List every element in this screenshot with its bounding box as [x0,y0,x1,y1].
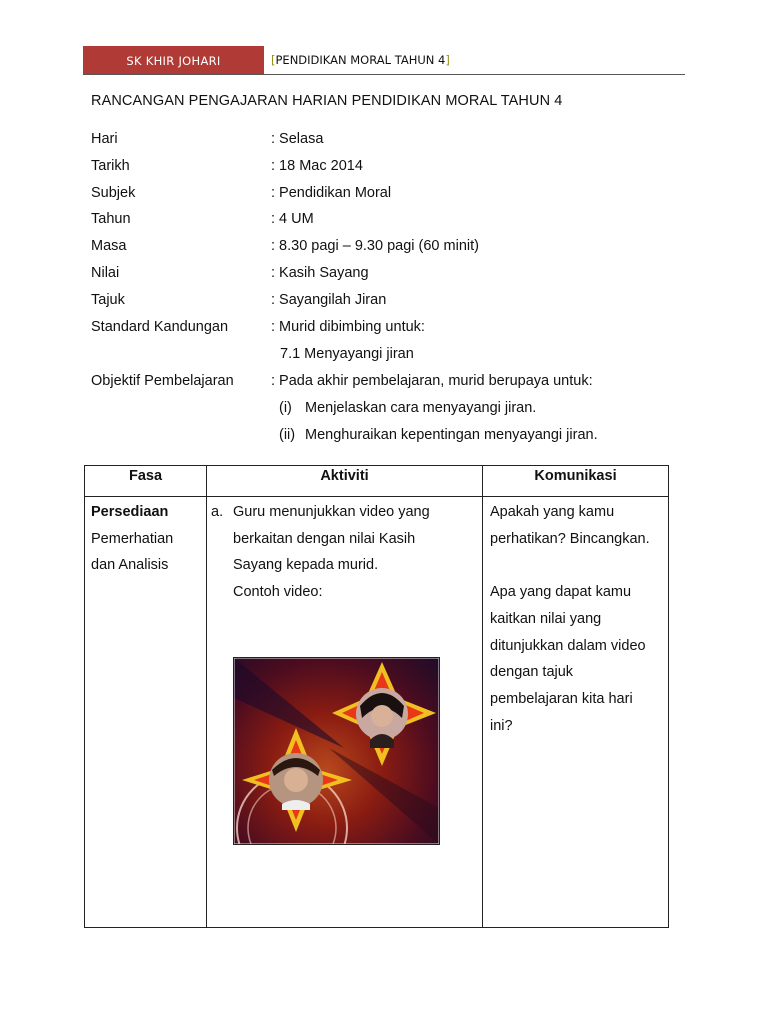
fasa-cell [85,497,207,928]
table-header-row [85,466,669,497]
lesson-table [84,465,669,928]
komunikasi-line: perhatikan? Bincangkan. [490,530,650,547]
standard-sub: 7.1 Menyayangi jiran [280,346,414,362]
meta-label: Nilai [91,265,120,281]
column-header-aktiviti: Aktiviti [207,466,483,497]
aktiviti-line: Contoh video: [233,584,323,601]
objective-text: Menjelaskan cara menyayangi jiran. [305,400,537,416]
meta-value: : Sayangilah Jiran [271,292,387,308]
fasa-line: Pemerhatian [91,530,174,547]
aktiviti-line: berkaitan dengan nilai Kasih [233,530,416,547]
objective-item [279,427,598,443]
column-header-komunikasi: Komunikasi [483,466,669,497]
objective-number: (i) [279,400,292,416]
document-title: RANCANGAN PENGAJARAN HARIAN PENDIDIKAN MORAL TAHUN 4 [91,93,563,109]
header-subject-text: PENDIDIKAN MORAL TAHUN 4 [275,53,446,67]
example-video-thumbnail[interactable] [233,657,440,845]
komunikasi-line: kaitkan nilai yang [490,610,602,627]
objective-number: (ii) [279,427,296,443]
bracket-close: ] [445,53,450,67]
meta-value: : 18 Mac 2014 [271,158,363,174]
table-row [85,497,669,928]
komunikasi-line: dengan tajuk [490,664,574,681]
meta-value: : Pendidikan Moral [271,185,392,201]
meta-value: : Murid dibimbing untuk: [271,319,425,335]
komunikasi-cell [483,497,669,928]
aktiviti-cell [207,497,483,928]
page-header [83,46,685,76]
meta-label: Masa [91,238,127,254]
fasa-phase: Persediaan [91,504,169,520]
aktiviti-line: Guru menunjukkan video yang [233,504,430,520]
meta-value: : Pada akhir pembelajaran, murid berupaya untuk: [271,373,593,389]
meta-value: : Selasa [271,131,324,147]
meta-label: Tarikh [91,158,130,174]
komunikasi-line: Apa yang dapat kamu [490,584,632,601]
komunikasi-line: pembelajaran kita hari [490,690,633,707]
video-artwork [234,658,439,844]
meta-label: Objektif Pembelajaran [91,373,234,389]
bracket-open: [ [271,53,276,67]
komunikasi-line: ditunjukkan dalam video [490,637,646,654]
meta-label: Hari [91,131,118,147]
fasa-line: dan Analisis [91,557,169,574]
aktiviti-line: Sayang kepada murid. [233,557,379,574]
school-name: SK KHIR JOHARI [83,46,264,75]
komunikasi-line: Apakah yang kamu [490,504,615,520]
meta-value: : 4 UM [271,211,314,227]
header-subject [271,53,450,67]
meta-label: Tahun [91,211,131,227]
column-header-fasa: Fasa [85,466,207,497]
objective-text: Menghuraikan kepentingan menyayangi jiran. [305,427,598,443]
meta-label: Subjek [91,185,136,201]
aktiviti-marker: a. [211,504,224,520]
meta-label: Standard Kandungan [91,319,229,335]
objective-item [279,400,536,416]
header-divider [83,74,685,75]
meta-value: : 8.30 pagi – 9.30 pagi (60 minit) [271,238,479,254]
komunikasi-line: ini? [490,717,513,734]
meta-value: : Kasih Sayang [271,265,369,281]
meta-label: Tajuk [91,292,125,308]
